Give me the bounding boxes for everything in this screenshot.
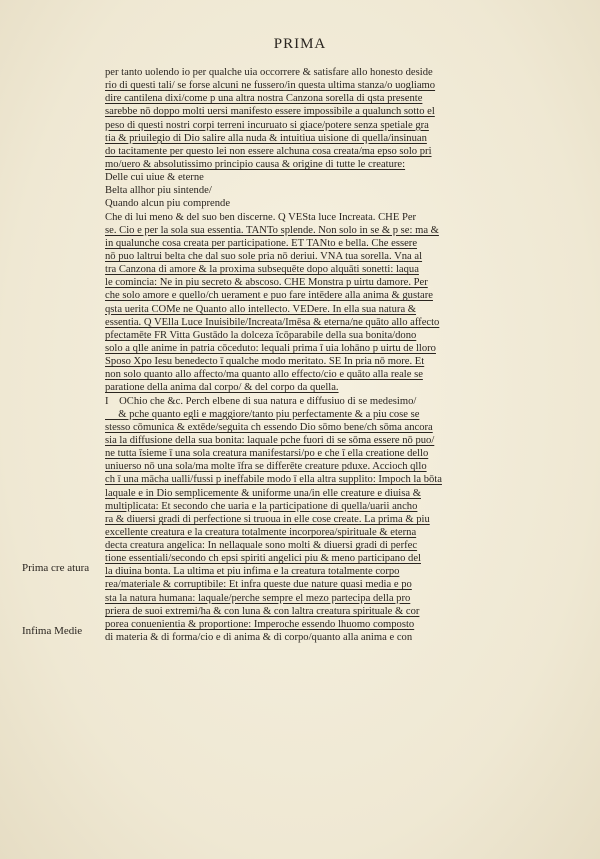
text-line: rea/materiale & corruptibile: Et infra queste due nature quasi media e po [105,579,412,591]
text-line: tione essentiali/secondo ch epsi spiriti angelici piu & meno participano del [105,553,421,565]
margin-note-infima-media: Infima Medie [22,625,83,637]
text-line: non solo quanto allo affecto/ma quanto allo effecto/cio e quāto alla reale se [105,369,423,381]
page-heading: PRIMA [273,36,327,52]
text-line: se. Cio e per la sola sua essentia. TANTo splende. Non solo in se & p se: ma & [105,224,439,236]
text-line: sta la natura humana: laquale/perche sempre el mezo partecipa della pro [105,592,411,604]
text-line: stesso cōmunica & extēde/seguita ch essendo Dio sōmo bene/ch sōma ancora [105,421,433,433]
verse-line: Belta allhor piu sintende/ [105,185,212,197]
text-line: in qualunche cosa creata per participatione. ET TANto e bella. Che essere [105,237,418,249]
text-line: decta creatura angelica: In nellaquale sono molti & diuersi gradi di perfec [105,540,418,552]
text-line: nō puo laltrui belta che dal suo sole pria nō deriui. VNA tua sorella. Vna al [105,250,423,262]
text-line: I OChio che &c. Perch elbene di sua natura e diffusiuo di se medesimo/ [105,395,417,407]
text-line: sarebbe nō doppo molti uersi manifesto essere impossibile a qualunch sotto el [105,106,435,118]
text-line: Sposo Xpo Iesu benedecto ī qualche modo meritato. SE In pria nō more. Et [105,356,425,368]
text-line: peso di questi nostri corpi terreni incuruato si giace/potere senza spetiale gra [105,119,429,131]
text-line: rio di questi tali/ se forse alcuni ne fussero/in questa ultima stanza/o uogliamo [105,80,436,92]
text-body [105,66,550,644]
text-line: paratione della anima dal corpo/ & del corpo da quella. [105,382,339,394]
text-line: pfectamēte FR Vitta Gustādo la dolceza īcōparabile della sua bonita/dono [105,329,417,341]
text-line: dire cantilena dixi/come p una altra nostra Canzona sorella di qsta presente [105,93,423,105]
text-line: la diuina bonta. La ultima et piu infima e la creatura totalmente corpo [105,566,400,578]
text-line: di materia & di forma/cio e di anima & di corpo/quanto alla anima e con [105,632,413,644]
text-line: & pche quanto egli e maggiore/tanto piu perfectamente & a piu cose se [105,408,420,420]
text-line: essentia. Q VElla Luce Inuisibile/Increata/Imēsa & eterna/ne quāto allo affecto [105,316,440,328]
text-line: ch ī una mācha ualli/fussi p ineffabile modo ī ella altra supplito: Impoch la bōta [105,474,442,486]
text-line: ra & diuersi gradi di perfectione si truoua in elle cose create. La prima & piu [105,513,430,525]
text-line: do tacitamente per questo lei non essere alchuna cosa creata/ma epso solo pri [105,145,432,157]
text-line: uniuerso nō una sola/ma molte īfra se differēte creature pduxe. Accioch qllo [105,461,427,473]
text-line: qsta uerita COMe ne Quanto allo intellecto. VEDere. In ella sua natura & [105,303,417,315]
text-line: priera de suoi extremi/ha & con luna & con laltra creatura spirituale & cor [105,605,420,617]
text-line: tra Canzona di amore & la proxima subsequēte dopo alquāti sonetti: laqua [105,264,419,276]
text-line: tia & priuilegio di Dio salire alla nuda & intuitiua uisione di quella/insinuan [105,132,427,144]
text-line: solo a qlle anime in patria cōceduto: lequali prima ī uia lohāno p uirtu de lloro [105,342,436,354]
text-line: multiplicata: Et secondo che uaria e la participatione di quella/uarii ancho [105,500,418,512]
text-line: ne tutta īsieme ī una sola creatura manifestarsi/po e che ī ella creatione dello [105,448,429,460]
text-line: porea conuenientia & proportione: Imperoche essendo lhuomo composto [105,618,415,630]
text-line: Che di lui meno & del suo ben discerne. Q VESta luce Increata. CHE Per [105,211,417,223]
text-line: laquale e in Dio semplicemente & uniforme una/in elle creature e diuisa & [105,487,421,499]
text-line: mo/uero & absolutissimo principio causa & origine di tutte le creature: [105,158,406,170]
verse-line: Quando alcun piu comprende [105,198,231,210]
text-line: le comincia: Ne in piu secreto & abscoso. CHE Monstra p uirtu damore. Per [105,277,428,289]
text-line: per tanto uolendo io per qualche uia occorrere & satisfare allo honesto deside [105,67,433,78]
verse-line: Delle cui uiue & eterne [105,172,204,184]
text-line: excellente creatura e la creatura totalmente incorporea/spirituale & eterna [105,526,417,538]
text-line: che solo amore e quello/ch uerament e puo fare intēdere alla anima & gustare [105,290,433,302]
text-line: sia la diffusione della sua bonita: laquale pche fuori di se sōma essere nō puo/ [105,434,435,446]
margin-note-prima-creatura: Prima cre atura [22,562,90,574]
